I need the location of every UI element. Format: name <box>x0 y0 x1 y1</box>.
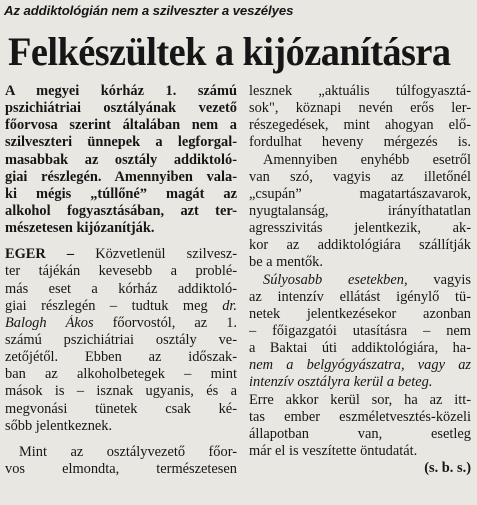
body-line: Mint az osztályvezető főor- <box>19 443 237 460</box>
body-line: sőbb jelentkeznek. <box>5 417 113 434</box>
body-line <box>249 272 471 289</box>
article-headline: Felkészültek a kijózanításra <box>8 29 451 74</box>
body-line: a Baktai úti addiktológiára, ha- <box>249 340 471 357</box>
body-paragraph <box>249 272 471 478</box>
body-line: sok", köznapi nevén erős ler- <box>249 100 471 117</box>
body-line: Amennyiben enyhébb esetről <box>263 151 471 168</box>
body-text: főorvostól, az 1. <box>93 314 237 331</box>
dateline: EGER – <box>5 246 75 263</box>
body-line: netek jelentkezésekor azonban <box>249 305 471 322</box>
left-column <box>5 83 237 478</box>
body-line: ban az alkoholbetegek – mint <box>5 366 237 383</box>
author-signature: (s. b. s.) <box>424 460 471 477</box>
body-paragraph <box>249 83 471 272</box>
body-line: az intenzív ellátást igénylő tü- <box>249 288 471 305</box>
body-line: be a mentők. <box>249 254 323 271</box>
article-kicker: Az addiktológián nem a szilveszter a veszélyes <box>4 3 294 18</box>
body-line: részegedések, mint ahogyan elő- <box>249 117 471 134</box>
lead-line: masabbak az osztály addiktoló- <box>5 151 237 168</box>
body-line: ter tájékán kevesebb a problé- <box>5 263 237 280</box>
body-line: nem a belgyógyászatra, vagy az <box>249 357 471 374</box>
paragraph-gap <box>5 435 237 444</box>
body-line: – főigazgatói utasításra – nem <box>249 322 471 339</box>
body-line: lesznek „aktuális túlfogyasztá- <box>249 83 471 99</box>
doctor-name: Balogh Ákos <box>5 314 94 331</box>
body-paragraph <box>5 246 237 435</box>
body-line: fordulhat heveny mérgezés is. <box>249 134 471 151</box>
lead-line: szilveszteri ünnepek a legforgal- <box>5 134 237 151</box>
lead-line: alkohol fogyasztásában, azt ter- <box>5 202 237 219</box>
body-line <box>5 246 237 263</box>
body-line: számú pszichiátriai osztály ve- <box>5 331 237 348</box>
body-line <box>5 298 237 315</box>
body-line: zetőjétől. Ebben az időszak- <box>5 349 237 366</box>
body-line: nyugtalanság, irányíthatatlan <box>249 202 471 219</box>
body-text: Közvetlenül szilvesz- <box>74 246 237 263</box>
body-line: intenzív osztályra kerül a beteg. <box>249 374 433 391</box>
body-line: más eset a kórház addiktoló- <box>5 280 237 297</box>
body-line <box>5 315 237 332</box>
doctor-title: dr. <box>222 297 237 314</box>
lead-line: ki mégis „túllőné” magát az <box>5 185 237 202</box>
lead-paragraph <box>5 83 237 237</box>
body-line: van szó, vagyis az illetőnél <box>249 168 471 185</box>
body-line: megvonási tünetek csak ké- <box>5 400 237 417</box>
body-line: agresszivitás jelentkezik, ak- <box>249 220 471 237</box>
lead-line: pszichiátriai osztályának vezető <box>5 100 237 117</box>
body-line: vos elmondta, természetesen <box>5 460 237 477</box>
body-text: vagyis <box>407 271 471 288</box>
body-line: Erre akkor kerül sor, ha az itt- <box>249 391 471 408</box>
body-line: tas ember eszméletvesztés-közeli <box>249 408 471 425</box>
lead-line: mészetesen kijózanítják. <box>5 220 155 237</box>
body-line: „csupán” magatartászavarok, <box>249 185 471 202</box>
body-paragraph <box>5 444 237 478</box>
body-line: már el is veszítette öntudatát. <box>249 442 418 459</box>
lead-line: főorvosa szerint általában nem a <box>5 117 237 134</box>
right-column <box>249 83 471 477</box>
emphasis-text: Súlyosabb esetekben, <box>263 271 408 288</box>
lead-line: giai részlegén. Amennyiben vala- <box>5 168 237 185</box>
body-text: giai részlegén – tudtuk meg <box>5 297 223 314</box>
body-line: kor az addiktológiára szállítják <box>249 237 471 254</box>
paragraph-gap <box>5 237 237 246</box>
lead-line: A megyei kórház 1. számú <box>5 83 237 99</box>
body-line: mások is – isznak ugyanis, és a <box>5 383 237 400</box>
body-line: állapotban van, esetleg <box>249 425 471 442</box>
